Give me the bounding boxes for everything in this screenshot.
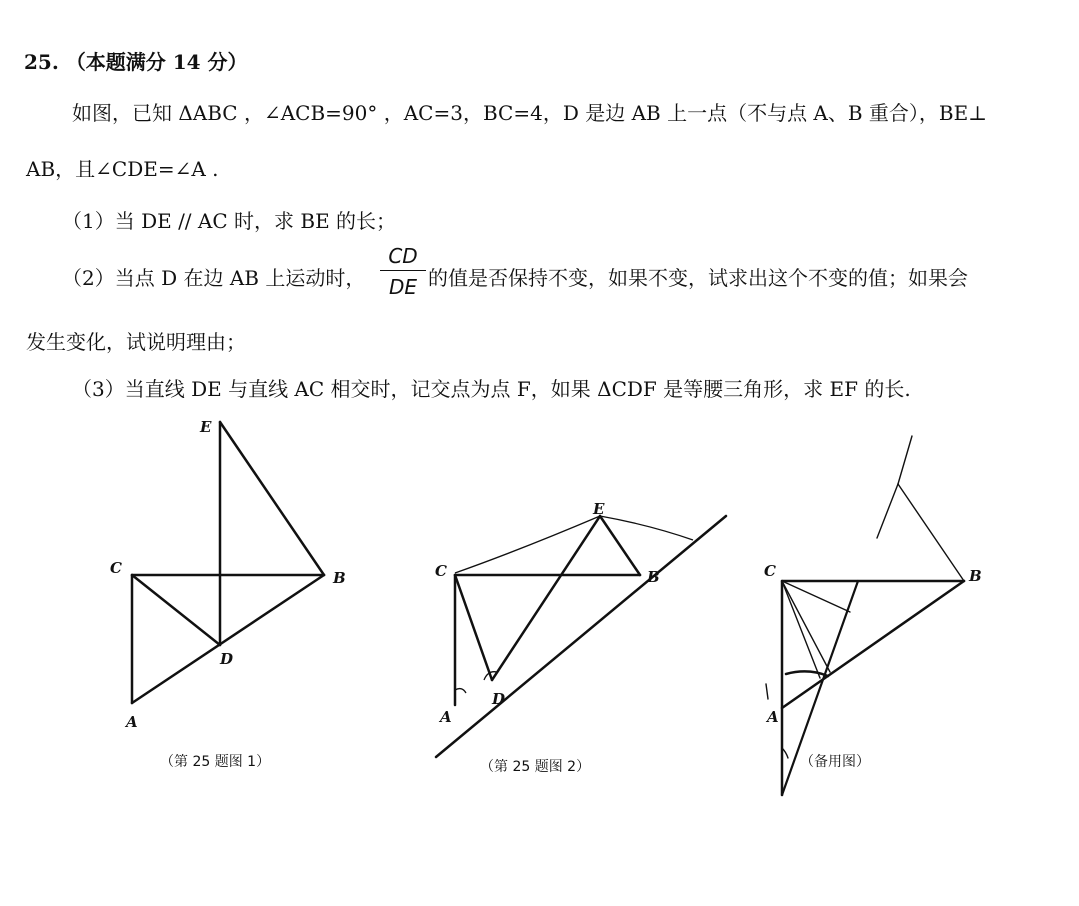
figure-2 (436, 516, 726, 757)
fig1-label-B: B (333, 569, 346, 587)
question-2-suffix: 的值是否保持不变，如果不变，试求出这个不变的值；如果会 (428, 266, 968, 290)
fig2-label-D: D (492, 690, 506, 708)
fig2-caption: （第 25 题图 2） (480, 759, 591, 775)
fig3-sketch-top (898, 436, 912, 484)
question-3: （3）当直线 DE 与直线 AC 相交时，记交点为点 F，如果 ΔCDF 是等腰三角形，求 EF 的长. (72, 377, 911, 401)
question-1: （1）当 DE // AC 时，求 BE 的长； (62, 209, 397, 233)
fig1-segment-AB (132, 575, 324, 703)
fig2-sketch-lines (455, 516, 693, 693)
fig3-sketch-to-B (898, 484, 964, 581)
fig2-segment-EB (600, 516, 640, 575)
fig2-line-AB (436, 516, 726, 757)
fig1-segment-CD (132, 575, 220, 645)
fig1-label-E: E (200, 418, 212, 436)
problem-stem-line1: 如图，已知 ΔABC ，∠ACB=90° ，AC=3，BC=4，D 是边 AB 上一点（不与点 A、B 重合），BE⊥ (72, 101, 988, 125)
problem-header: 25. （本题满分 14 分） (24, 50, 248, 74)
fig3-segment-AB (782, 581, 964, 708)
fig2-segment-CD (455, 575, 492, 680)
fig1-label-D: D (220, 650, 234, 668)
fig1-label-C: C (110, 559, 122, 577)
fraction-numerator: CD (380, 244, 426, 271)
fig3-label-C: C (764, 562, 776, 580)
fig2-angle-mark-A (455, 689, 466, 693)
fig3-sketch-scribble (786, 671, 828, 676)
fig2-label-A: A (440, 708, 452, 726)
fig2-label-E: E (593, 500, 605, 518)
question-2-line2: 发生变化，试说明理由； (26, 330, 246, 354)
fig2-segment-ED (492, 516, 600, 680)
fig2-sketch-CE (455, 516, 600, 573)
fraction-denominator: DE (388, 275, 418, 299)
fig3-sketch-mid (877, 484, 898, 538)
fig1-caption: （第 25 题图 1） (160, 754, 271, 770)
problem-stem-line2: AB，且∠CDE=∠A . (26, 157, 219, 181)
fig2-label-B: B (647, 568, 660, 586)
fig1-segment-EB (220, 422, 324, 575)
fig1-label-A: A (126, 713, 138, 731)
fig3-sketch-C2 (782, 581, 830, 672)
fig3-label-A: A (767, 708, 779, 726)
fig3-caption: （备用图） (800, 754, 870, 770)
fig2-label-C: C (435, 562, 447, 580)
question-2-prefix: （2）当点 D 在边 AB 上运动时， (62, 266, 366, 290)
fig3-sketch-mark-left (766, 684, 768, 699)
fig3-label-B: B (969, 567, 982, 585)
fig3-sketch-lines (766, 436, 964, 795)
